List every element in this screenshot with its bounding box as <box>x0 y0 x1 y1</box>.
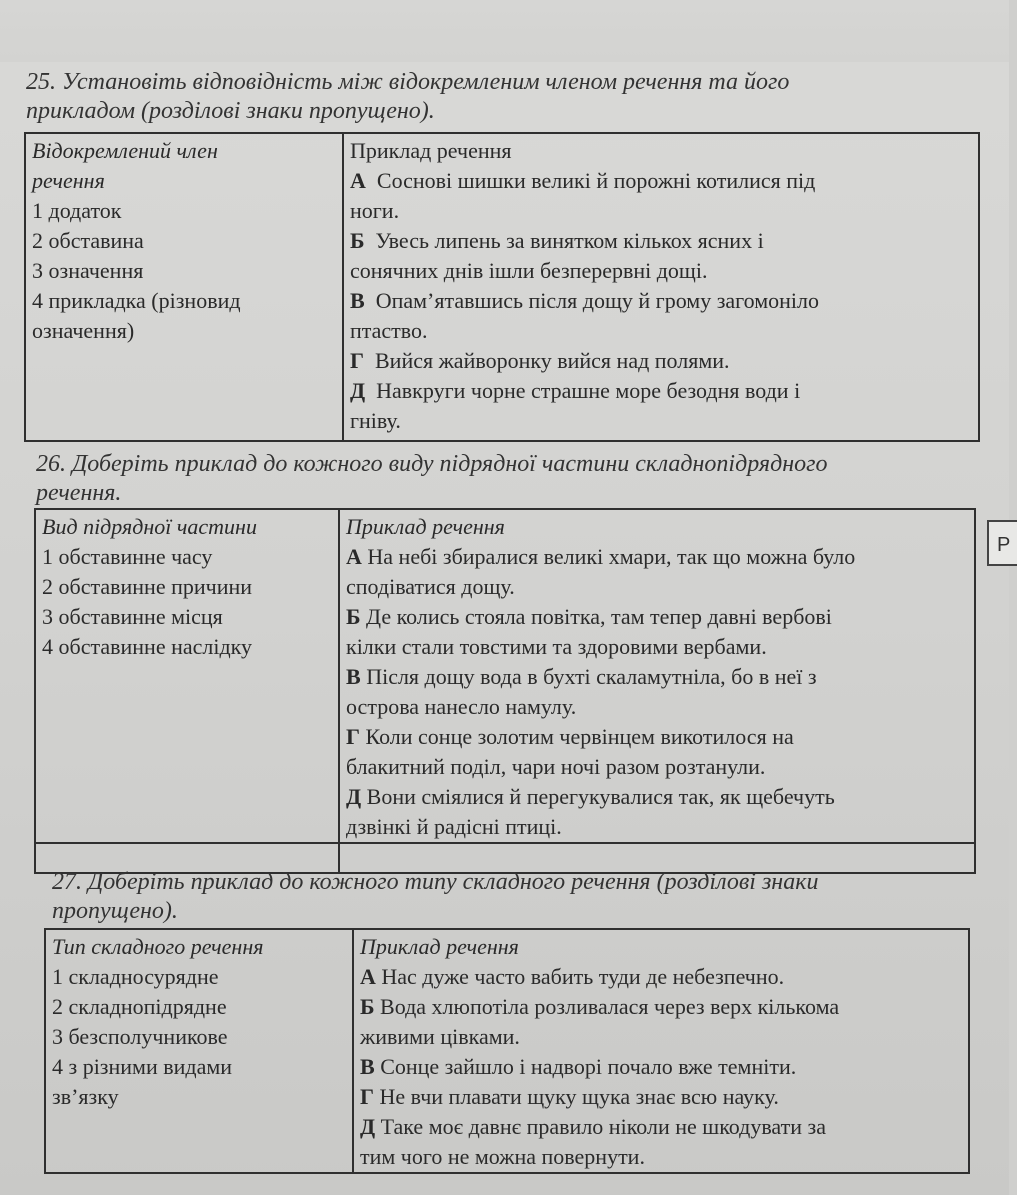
q25-title-line1: 25. Установіть відповідність між відокремленим членом речення та його <box>26 69 790 95</box>
q26-option-a <box>346 542 968 572</box>
option-letter: В <box>350 288 365 313</box>
q27-option-v <box>360 1052 962 1082</box>
option-text: Вода хлюпотіла розливалася через верх кількома <box>380 994 840 1019</box>
q27-right-column <box>353 929 969 1173</box>
option-text-cont: ноги. <box>350 198 400 223</box>
q25-left-item: 2 обставина <box>32 228 144 253</box>
q25-right-column <box>343 133 979 441</box>
q25-title-line2: прикладом (розділові знаки пропущено). <box>26 98 435 124</box>
q25-option-d <box>350 376 972 406</box>
option-text-cont: острова нанесло намулу. <box>346 694 577 719</box>
option-letter: А <box>350 168 366 193</box>
q26-left-column <box>35 509 339 843</box>
option-text-cont: живими цівками. <box>360 1024 520 1049</box>
q25-title <box>26 68 789 126</box>
option-text-cont: блакитний поділ, чари ночі разом розтанули. <box>346 754 766 779</box>
q27-title-line2: пропущено). <box>52 898 178 924</box>
q27-left-item: 3 безсполучникове <box>52 1024 228 1049</box>
option-letter: Д <box>350 378 366 403</box>
q26-right-column <box>339 509 975 843</box>
q27-option-d <box>360 1112 962 1142</box>
option-letter: Г <box>360 1084 374 1109</box>
q25-option-a <box>350 166 972 196</box>
option-letter: Д <box>346 784 362 809</box>
option-text-cont: сонячних днів ішли безперервні дощі. <box>350 258 708 283</box>
q26-left-item: 1 обставинне часу <box>42 544 213 569</box>
q25-option-v <box>350 286 972 316</box>
option-text-cont: кілки стали товстими та здоровими вербами. <box>346 634 767 659</box>
q26-option-d <box>346 782 968 812</box>
q25-option-b <box>350 226 972 256</box>
option-text: Сонце зайшло і надворі почало вже темніти. <box>380 1054 797 1079</box>
option-letter: В <box>346 664 361 689</box>
q27-option-h <box>360 1082 962 1112</box>
option-text-cont: сподіватися дощу. <box>346 574 515 599</box>
q26-left-item: 4 обставинне наслідку <box>42 634 253 659</box>
option-text: Таке моє давнє правило ніколи не шкодувати за <box>380 1114 826 1139</box>
q25-right-header: Приклад речення <box>350 138 512 163</box>
page-top-margin <box>0 0 1009 62</box>
q26-left-header: Вид підрядної частини <box>42 514 257 539</box>
q27-left-header: Тип складного речення <box>52 934 264 959</box>
q26-option-v <box>346 662 968 692</box>
q25-left-item: означення) <box>32 318 135 343</box>
side-panel-button[interactable]: Р <box>987 520 1017 566</box>
option-text: Вийся жайворонку вийся над полями. <box>375 348 730 373</box>
q25-left-header-line1: Відокремлений член <box>32 138 218 163</box>
q26-table <box>34 508 976 874</box>
option-text: Не вчи плавати щуку щука знає всю науку. <box>379 1084 779 1109</box>
option-text: Соснові шишки великі й порожні котилися під <box>376 168 816 193</box>
q25-left-item: 4 прикладка (різновид <box>32 288 241 313</box>
q26-left-item: 3 обставинне місця <box>42 604 223 629</box>
option-text: Навкруги чорне страшне море безодня води і <box>376 378 801 403</box>
option-letter: Б <box>350 228 365 253</box>
q26-right-header: Приклад речення <box>346 514 505 539</box>
option-letter: А <box>360 964 376 989</box>
q27-table <box>44 928 970 1174</box>
option-letter: В <box>360 1054 375 1079</box>
q26-title-line1: 26. Доберіть приклад до кожного виду підрядної частини складнопідрядного <box>36 451 828 477</box>
q25-left-item: 3 означення <box>32 258 144 283</box>
option-letter: Г <box>350 348 364 373</box>
q27-left-item: 4 з різними видами <box>52 1054 233 1079</box>
option-letter: А <box>346 544 362 569</box>
q26-title <box>36 450 827 508</box>
q27-left-item: зв’язку <box>52 1084 119 1109</box>
q27-right-header: Приклад речення <box>360 934 519 959</box>
option-text-cont: дзвінкі й радісні птиці. <box>346 814 562 839</box>
option-text-cont: птаство. <box>350 318 428 343</box>
q25-option-h <box>350 346 972 376</box>
option-text: Після дощу вода в бухті скаламутніла, бо в неї з <box>366 664 817 689</box>
option-text-cont: тим чого не можна повернути. <box>360 1144 645 1169</box>
q26-option-h <box>346 722 968 752</box>
q27-option-a <box>360 962 962 992</box>
q27-option-b <box>360 992 962 1022</box>
option-letter: Г <box>346 724 360 749</box>
option-letter: Д <box>360 1114 376 1139</box>
option-text: Опам’ятавшись після дощу й грому загомоніло <box>375 288 820 313</box>
q25-left-item: 1 додаток <box>32 198 122 223</box>
option-text-cont: гніву. <box>350 408 401 433</box>
option-text: На небі збиралися великі хмари, так що можна було <box>367 544 856 569</box>
q26-option-b <box>346 602 968 632</box>
q26-left-item: 2 обставинне причини <box>42 574 253 599</box>
q26-title-line2: речення. <box>36 480 122 506</box>
q27-title <box>52 868 818 926</box>
option-letter: Б <box>360 994 375 1019</box>
q25-table <box>24 132 980 442</box>
option-text: Де колись стояла повітка, там тепер давні вербові <box>366 604 832 629</box>
q27-left-item: 1 складносурядне <box>52 964 219 989</box>
q27-title-line1: 27. Доберіть приклад до кожного типу складного речення (розділові знаки <box>52 869 819 895</box>
option-text: Вони сміялися й перегукувалися так, як щебечуть <box>366 784 835 809</box>
option-text: Коли сонце золотим червінцем викотилося на <box>365 724 794 749</box>
q25-left-header-line2: речення <box>32 168 105 193</box>
option-letter: Б <box>346 604 361 629</box>
q27-left-item: 2 складнопідрядне <box>52 994 227 1019</box>
q25-left-column <box>25 133 343 441</box>
option-text: Нас дуже часто вабить туди де небезпечно. <box>381 964 785 989</box>
q27-left-column <box>45 929 353 1173</box>
option-text: Увесь липень за винятком кількох ясних і <box>375 228 764 253</box>
